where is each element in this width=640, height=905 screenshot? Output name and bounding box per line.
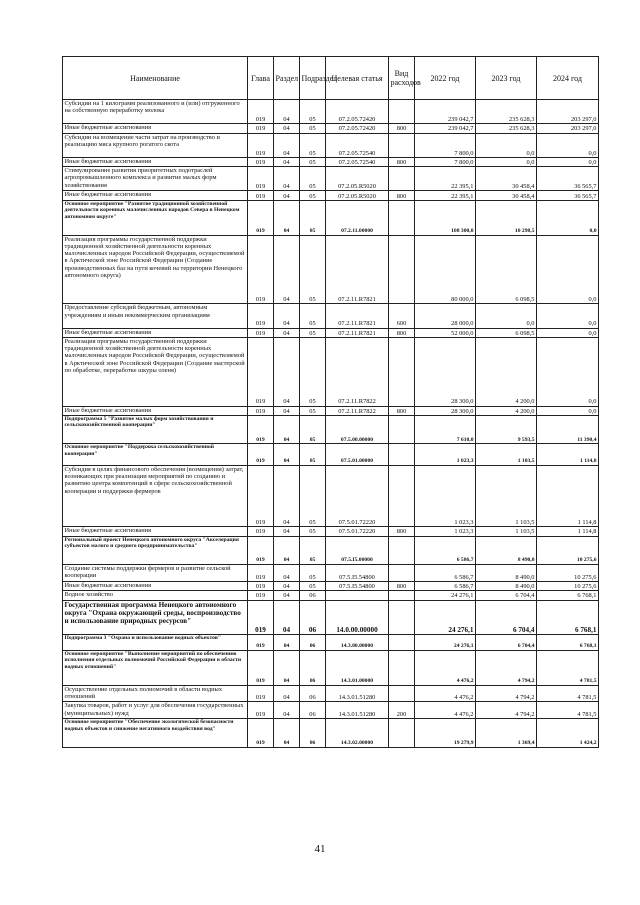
cell-chapter: 019 [248, 167, 274, 191]
cell-2022: 4 476,2 [415, 702, 476, 719]
table-row [63, 167, 599, 191]
cell-name: Иные бюджетные ассигнования [63, 328, 248, 337]
cell-2023: 0,0 [476, 133, 537, 157]
cell-subsection: 06 [300, 635, 326, 650]
cell-section: 04 [274, 415, 300, 443]
cell-subsection: 05 [300, 581, 326, 590]
cell-2022: 52 000,0 [415, 328, 476, 337]
cell-name: Предоставление субсидий бюджетным, автономным учреждениям и иным некоммерческим организациям [63, 304, 248, 328]
cell-name: Осуществление отдельных полномочий в области водных отношений [63, 685, 248, 702]
table-row [63, 191, 599, 200]
cell-exptype: 600 [389, 304, 415, 328]
cell-section: 04 [274, 191, 300, 200]
cell-2024: 36 565,7 [537, 167, 599, 191]
cell-2024: 203 297,0 [537, 124, 599, 133]
cell-target: 07.5.I5.00000 [326, 536, 389, 564]
cell-2022: 24 276,1 [415, 600, 476, 635]
cell-target: 07.5.01.00000 [326, 444, 389, 466]
cell-target: 14.3.01.51280 [326, 685, 389, 702]
cell-exptype [389, 235, 415, 304]
cell-target: 07.2.11.00000 [326, 200, 389, 235]
cell-2023: 30 458,4 [476, 167, 537, 191]
cell-section: 04 [274, 133, 300, 157]
cell-chapter: 019 [248, 124, 274, 133]
cell-section: 04 [274, 100, 300, 124]
table-row [63, 415, 599, 443]
cell-exptype: 800 [389, 581, 415, 590]
cell-2022: 7 800,0 [415, 133, 476, 157]
cell-exptype [389, 536, 415, 564]
cell-subsection: 06 [300, 685, 326, 702]
table-row [63, 124, 599, 133]
cell-section: 04 [274, 444, 300, 466]
cell-exptype [389, 466, 415, 527]
cell-name: Подпрограмма 3 "Охрана и использование водных объектов" [63, 635, 248, 650]
cell-exptype [389, 565, 415, 582]
col-header-2024: 2024 год [537, 57, 599, 100]
cell-chapter: 019 [248, 235, 274, 304]
cell-2023: 1 103,5 [476, 466, 537, 527]
table-row [63, 581, 599, 590]
table-row [63, 591, 599, 600]
cell-section: 04 [274, 565, 300, 582]
cell-chapter: 019 [248, 406, 274, 415]
cell-target: 07.2.05.72420 [326, 100, 389, 124]
cell-subsection: 05 [300, 124, 326, 133]
cell-name: Основное мероприятие "Выполнение мероприятий по обеспечению исполнения отдельных полномочий Российской Федерации в области водных отношений" [63, 650, 248, 685]
cell-chapter: 019 [248, 157, 274, 166]
cell-2022: 24 276,1 [415, 635, 476, 650]
cell-2024: 0,0 [537, 133, 599, 157]
table-row [63, 527, 599, 536]
cell-name: Иные бюджетные ассигнования [63, 406, 248, 415]
cell-exptype [389, 650, 415, 685]
cell-2023: 6 704,4 [476, 591, 537, 600]
cell-chapter: 019 [248, 591, 274, 600]
cell-name: Основное мероприятие "Обеспечение экологической безопасности водных объектов и снижение негативного воздействия вод" [63, 719, 248, 747]
cell-2024: 0,0 [537, 200, 599, 235]
cell-target: 07.2.05.R5020 [326, 191, 389, 200]
cell-subsection: 05 [300, 100, 326, 124]
cell-target: 14.3.01.00000 [326, 650, 389, 685]
cell-subsection: 05 [300, 191, 326, 200]
cell-section: 04 [274, 337, 300, 406]
cell-subsection: 05 [300, 167, 326, 191]
cell-2022: 1 023,3 [415, 444, 476, 466]
cell-chapter: 019 [248, 200, 274, 235]
table-row [63, 200, 599, 235]
cell-subsection: 06 [300, 719, 326, 747]
cell-subsection: 05 [300, 415, 326, 443]
cell-target: 14.0.00.00000 [326, 600, 389, 635]
cell-name: Основное мероприятие "Поддержка сельскохозяйственной кооперации" [63, 444, 248, 466]
cell-2023: 4 794,2 [476, 702, 537, 719]
cell-target: 07.2.11.R7821 [326, 328, 389, 337]
cell-chapter: 019 [248, 466, 274, 527]
cell-2022: 108 300,0 [415, 200, 476, 235]
cell-section: 04 [274, 304, 300, 328]
cell-section: 04 [274, 328, 300, 337]
cell-2023: 9 593,5 [476, 415, 537, 443]
cell-section: 04 [274, 685, 300, 702]
cell-chapter: 019 [248, 565, 274, 582]
cell-2022: 7 610,0 [415, 415, 476, 443]
cell-2023: 1 369,4 [476, 719, 537, 747]
table-row [63, 100, 599, 124]
table-row [63, 337, 599, 406]
cell-2024: 1 114,8 [537, 466, 599, 527]
cell-2022: 6 586,7 [415, 536, 476, 564]
cell-subsection: 05 [300, 406, 326, 415]
cell-2022: 19 279,9 [415, 719, 476, 747]
cell-subsection: 05 [300, 200, 326, 235]
cell-2023: 4 200,0 [476, 406, 537, 415]
cell-subsection: 05 [300, 337, 326, 406]
cell-2023: 6 098,5 [476, 328, 537, 337]
cell-section: 04 [274, 600, 300, 635]
table-body [63, 100, 599, 748]
cell-subsection: 05 [300, 536, 326, 564]
cell-2023: 4 200,0 [476, 337, 537, 406]
cell-exptype: 800 [389, 328, 415, 337]
cell-subsection: 05 [300, 157, 326, 166]
cell-2023: 8 490,0 [476, 536, 537, 564]
cell-2023: 8 490,0 [476, 581, 537, 590]
cell-chapter: 019 [248, 415, 274, 443]
cell-2024: 1 114,8 [537, 444, 599, 466]
cell-section: 04 [274, 591, 300, 600]
cell-exptype: 800 [389, 406, 415, 415]
cell-chapter: 019 [248, 100, 274, 124]
cell-section: 04 [274, 650, 300, 685]
cell-exptype: 800 [389, 527, 415, 536]
cell-target: 07.2.11.R7821 [326, 304, 389, 328]
table-row [63, 444, 599, 466]
cell-chapter: 019 [248, 600, 274, 635]
table-row [63, 650, 599, 685]
cell-2023: 6 704,4 [476, 635, 537, 650]
cell-2022: 7 800,0 [415, 157, 476, 166]
cell-name: Региональный проект Ненецкого автономного округа "Акселерация субъектов малого и среднего предпринимательства" [63, 536, 248, 564]
cell-section: 04 [274, 635, 300, 650]
cell-exptype [389, 337, 415, 406]
cell-section: 04 [274, 406, 300, 415]
cell-2024: 6 768,1 [537, 600, 599, 635]
cell-chapter: 019 [248, 685, 274, 702]
cell-target: 07.5.01.72220 [326, 466, 389, 527]
cell-section: 04 [274, 466, 300, 527]
cell-2024: 1 114,8 [537, 527, 599, 536]
cell-2024: 0,0 [537, 304, 599, 328]
cell-subsection: 06 [300, 600, 326, 635]
cell-name: Иные бюджетные ассигнования [63, 124, 248, 133]
cell-2024: 4 781,5 [537, 685, 599, 702]
cell-2022: 28 300,0 [415, 406, 476, 415]
cell-2024: 1 424,2 [537, 719, 599, 747]
table-row [63, 133, 599, 157]
cell-2023: 6 704,4 [476, 600, 537, 635]
cell-2024: 0,0 [537, 235, 599, 304]
cell-exptype [389, 200, 415, 235]
cell-2022: 80 000,0 [415, 235, 476, 304]
table-row [63, 406, 599, 415]
cell-chapter: 019 [248, 444, 274, 466]
cell-target: 07.5.I5.54800 [326, 581, 389, 590]
cell-name: Субсидия в целях финансового обеспечения (возмещения) затрат, возникающих при реализации мероприятий по созданию и развитию центра компетенций в сфере сельскохозяйственной кооперации и поддержки фермеров [63, 466, 248, 527]
col-header-chapter: Глава [248, 57, 274, 100]
cell-exptype [389, 600, 415, 635]
cell-subsection: 05 [300, 527, 326, 536]
cell-subsection: 05 [300, 444, 326, 466]
cell-2024: 4 781,5 [537, 650, 599, 685]
cell-2023: 235 628,3 [476, 124, 537, 133]
cell-name: Иные бюджетные ассигнования [63, 581, 248, 590]
cell-2024: 10 275,6 [537, 565, 599, 582]
cell-exptype: 800 [389, 157, 415, 166]
cell-2024: 10 275,6 [537, 536, 599, 564]
cell-exptype [389, 133, 415, 157]
cell-2024: 0,0 [537, 406, 599, 415]
cell-2023: 0,0 [476, 157, 537, 166]
cell-chapter: 019 [248, 581, 274, 590]
cell-target: 14.3.02.00000 [326, 719, 389, 747]
cell-2023: 4 794,2 [476, 685, 537, 702]
cell-chapter: 019 [248, 719, 274, 747]
cell-2022: 28 300,0 [415, 337, 476, 406]
cell-section: 04 [274, 702, 300, 719]
cell-exptype: 800 [389, 191, 415, 200]
col-header-2023: 2023 год [476, 57, 537, 100]
cell-section: 04 [274, 124, 300, 133]
cell-name: Субсидии на 1 килограмм реализованного и (или) отгруженного на собственную переработку молока [63, 100, 248, 124]
cell-chapter: 019 [248, 702, 274, 719]
cell-target: 07.2.05.72540 [326, 157, 389, 166]
cell-exptype [389, 685, 415, 702]
cell-subsection: 05 [300, 235, 326, 304]
cell-2024: 36 565,7 [537, 191, 599, 200]
cell-2024: 0,0 [537, 328, 599, 337]
cell-section: 04 [274, 527, 300, 536]
cell-subsection: 05 [300, 466, 326, 527]
col-header-2022: 2022 год [415, 57, 476, 100]
cell-exptype [389, 415, 415, 443]
cell-2022: 239 042,7 [415, 100, 476, 124]
cell-name: Реализация программы государственной поддержки традиционной хозяйственной деятельности коренных малочисленных народов Российской Федерации, осуществляемой в Арктической зоне Российской Федерации (Создание мастерской по обработке, переработке шкуры оленя) [63, 337, 248, 406]
cell-subsection: 05 [300, 304, 326, 328]
cell-2023: 0,0 [476, 304, 537, 328]
cell-chapter: 019 [248, 133, 274, 157]
cell-2024: 0,0 [537, 157, 599, 166]
cell-subsection: 06 [300, 591, 326, 600]
table-row [63, 304, 599, 328]
cell-2023: 235 628,3 [476, 100, 537, 124]
cell-name: Иные бюджетные ассигнования [63, 527, 248, 536]
cell-subsection: 06 [300, 702, 326, 719]
cell-2022: 28 000,0 [415, 304, 476, 328]
table-row [63, 565, 599, 582]
cell-2022: 4 476,2 [415, 685, 476, 702]
cell-name: Закупка товаров, работ и услуг для обеспечения государственных (муниципальных) нужд [63, 702, 248, 719]
cell-target: 07.2.11.R7822 [326, 406, 389, 415]
cell-subsection: 05 [300, 133, 326, 157]
cell-exptype [389, 167, 415, 191]
budget-table [62, 56, 599, 748]
cell-target [326, 591, 389, 600]
table-row [63, 719, 599, 747]
cell-2024: 6 768,1 [537, 591, 599, 600]
cell-chapter: 019 [248, 328, 274, 337]
cell-target: 07.5.01.72220 [326, 527, 389, 536]
cell-exptype [389, 591, 415, 600]
cell-2022: 22 395,1 [415, 191, 476, 200]
cell-target: 14.3.00.00000 [326, 635, 389, 650]
page-number: 41 [314, 843, 326, 855]
table-row [63, 328, 599, 337]
cell-section: 04 [274, 200, 300, 235]
cell-2023: 1 103,5 [476, 527, 537, 536]
col-header-section: Раздел [274, 57, 300, 100]
cell-name: Иные бюджетные ассигнования [63, 157, 248, 166]
cell-target: 07.5.I5.54800 [326, 565, 389, 582]
cell-2022: 6 586,7 [415, 581, 476, 590]
cell-chapter: 019 [248, 337, 274, 406]
cell-exptype [389, 719, 415, 747]
cell-section: 04 [274, 719, 300, 747]
cell-2023: 4 794,2 [476, 650, 537, 685]
cell-target: 07.2.05.72540 [326, 133, 389, 157]
cell-chapter: 019 [248, 635, 274, 650]
cell-2023: 10 298,5 [476, 200, 537, 235]
cell-2022: 1 023,3 [415, 466, 476, 527]
table-header-row [63, 57, 599, 100]
cell-target: 07.2.11.R7822 [326, 337, 389, 406]
cell-name: Водное хозяйство [63, 591, 248, 600]
table-row [63, 466, 599, 527]
cell-name: Реализация программы государственной поддержки традиционной хозяйственной деятельности коренных малочисленных народов Российской Федерации, осуществляемой в Арктической зоне Российской Федерации (Создание производственных баз на пути кочевий на территории Ненецкого автономного округа) [63, 235, 248, 304]
cell-2024: 6 768,1 [537, 635, 599, 650]
cell-section: 04 [274, 157, 300, 166]
table-row [63, 157, 599, 166]
cell-subsection: 05 [300, 565, 326, 582]
cell-exptype [389, 635, 415, 650]
table-row [63, 702, 599, 719]
cell-2024: 4 781,5 [537, 702, 599, 719]
cell-exptype: 800 [389, 124, 415, 133]
cell-name: Иные бюджетные ассигнования [63, 191, 248, 200]
cell-target: 07.2.05.R5020 [326, 167, 389, 191]
table-row [63, 235, 599, 304]
cell-2023: 30 458,4 [476, 191, 537, 200]
cell-subsection: 05 [300, 328, 326, 337]
cell-2024: 203 297,0 [537, 100, 599, 124]
cell-chapter: 019 [248, 536, 274, 564]
cell-name: Подпрограмма 5 "Развитие малых форм хозяйствования и сельскохозяйственной кооперации" [63, 415, 248, 443]
cell-name: Основное мероприятие "Развитие традиционной хозяйственной деятельности коренных малочисленных народов Севера в Ненецком автономном округе" [63, 200, 248, 235]
cell-subsection: 06 [300, 650, 326, 685]
cell-target: 07.2.11.R7821 [326, 235, 389, 304]
col-header-name: Наименование [63, 57, 248, 100]
table-row [63, 635, 599, 650]
cell-target: 07.2.05.72420 [326, 124, 389, 133]
cell-exptype [389, 100, 415, 124]
cell-2024: 10 275,6 [537, 581, 599, 590]
cell-2023: 6 098,5 [476, 235, 537, 304]
cell-2023: 1 103,5 [476, 444, 537, 466]
cell-section: 04 [274, 167, 300, 191]
table-row [63, 685, 599, 702]
cell-name: Стимулирование развития приоритетных подотраслей агропромышленного комплекса и развитие малых форм хозяйствования [63, 167, 248, 191]
cell-2024: 11 390,4 [537, 415, 599, 443]
cell-section: 04 [274, 536, 300, 564]
cell-exptype [389, 444, 415, 466]
cell-chapter: 019 [248, 304, 274, 328]
cell-target: 07.5.00.00000 [326, 415, 389, 443]
cell-target: 14.3.01.51280 [326, 702, 389, 719]
col-header-subsection: Подраздел [300, 57, 326, 100]
cell-2022: 239 042,7 [415, 124, 476, 133]
cell-name: Субсидии на возмещение части затрат на производство и реализацию мяса крупного рогатого скота [63, 133, 248, 157]
cell-2022: 4 476,2 [415, 650, 476, 685]
cell-2022: 6 586,7 [415, 565, 476, 582]
cell-chapter: 019 [248, 191, 274, 200]
cell-2022: 1 023,3 [415, 527, 476, 536]
cell-section: 04 [274, 581, 300, 590]
cell-2023: 8 490,0 [476, 565, 537, 582]
cell-name: Создание системы поддержки фермеров и развитие сельской кооперации [63, 565, 248, 582]
table-row [63, 600, 599, 635]
cell-exptype: 200 [389, 702, 415, 719]
cell-2022: 24 276,1 [415, 591, 476, 600]
col-header-target: Целевая статья [326, 57, 389, 100]
cell-2022: 22 395,1 [415, 167, 476, 191]
table-row [63, 536, 599, 564]
col-header-exptype: Вид расходов [389, 57, 415, 100]
cell-chapter: 019 [248, 527, 274, 536]
cell-name: Государственная программа Ненецкого автономного округа "Охрана окружающей среды, воспроизводство и использование природных ресурсов" [63, 600, 248, 635]
cell-section: 04 [274, 235, 300, 304]
cell-2024: 0,0 [537, 337, 599, 406]
cell-chapter: 019 [248, 650, 274, 685]
